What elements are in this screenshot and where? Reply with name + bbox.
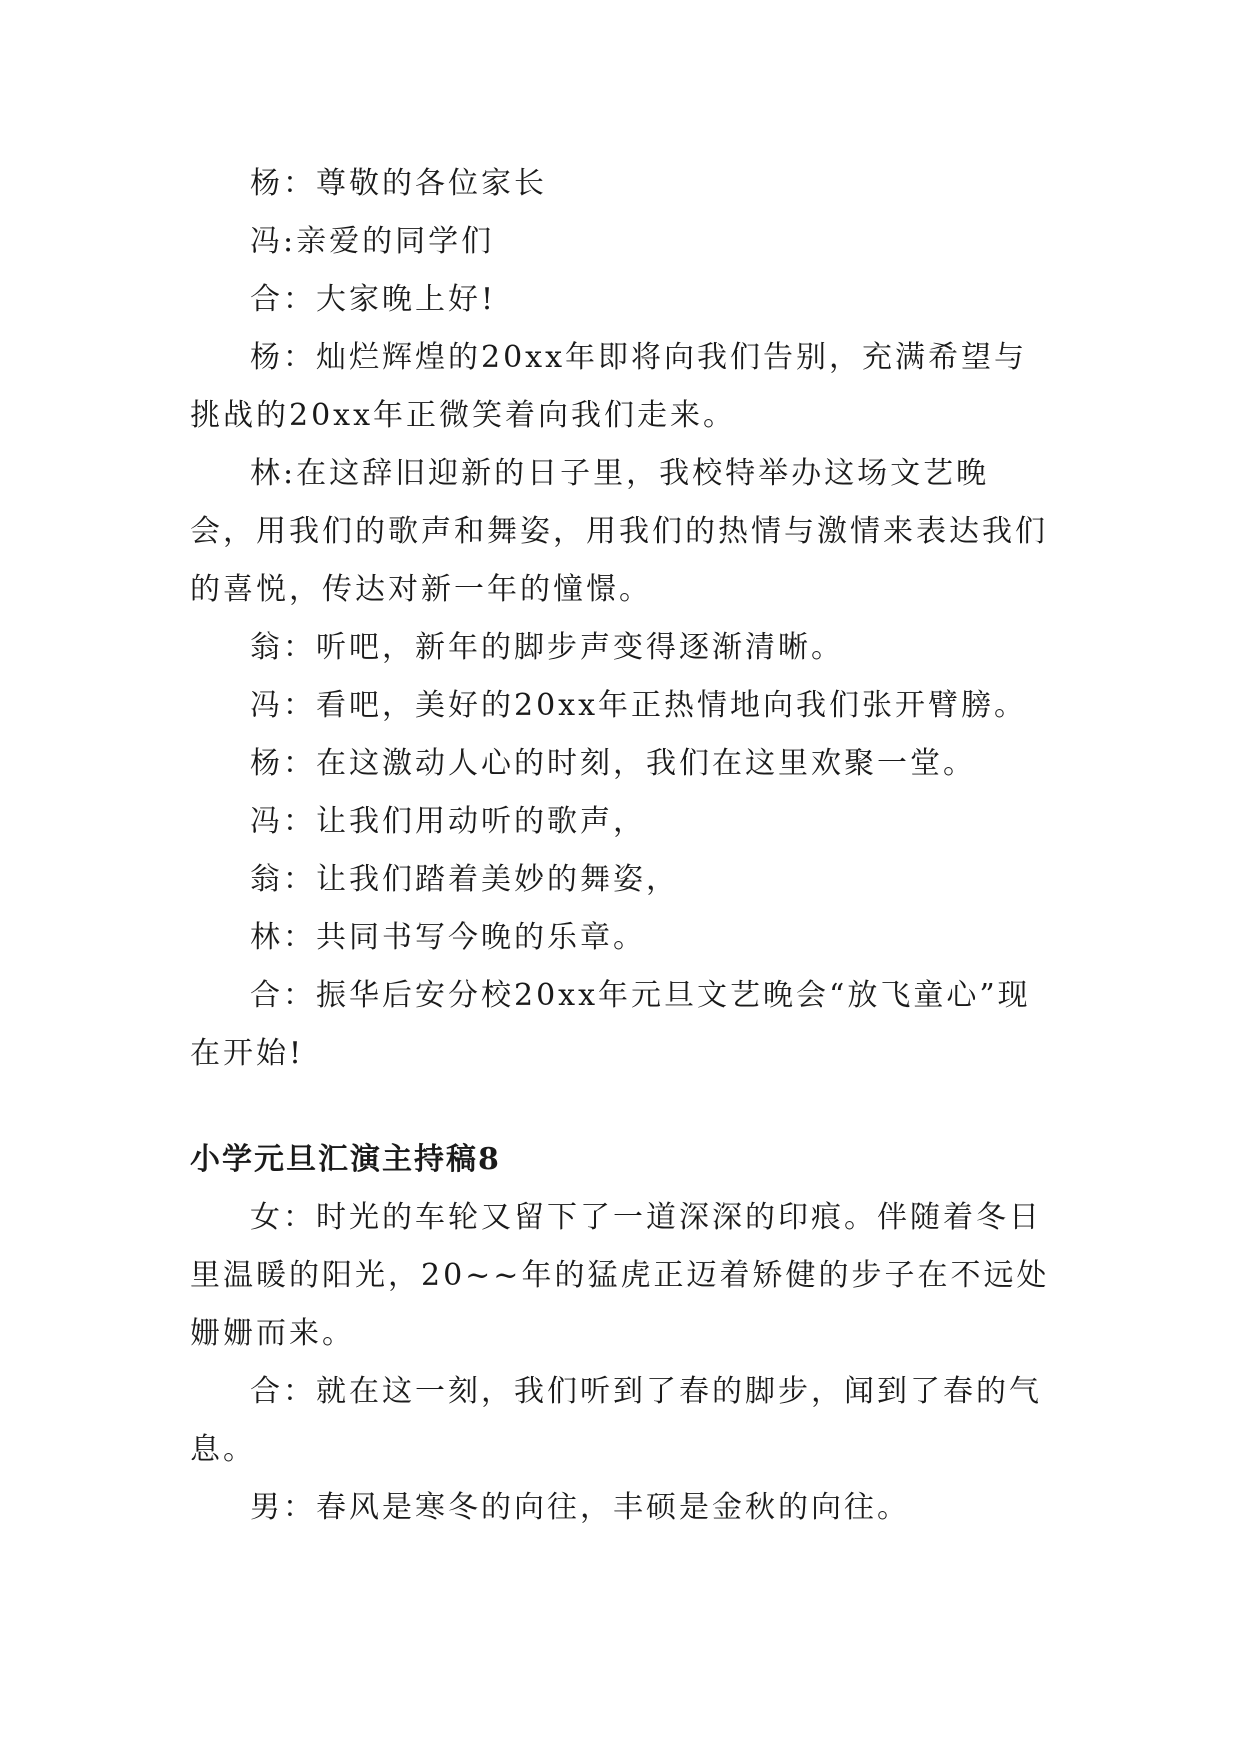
dialogue-line: 合：大家晚上好! [250, 282, 497, 317]
dialogue-line: 杨：尊敬的各位家长 [250, 166, 547, 201]
dialogue-line: 冯:亲爱的同学们 [250, 224, 495, 259]
dialogue-line: 杨：在这激动人心的时刻，我们在这里欢聚一堂。 [250, 746, 976, 781]
dialogue-line: 林：共同书写今晚的乐章。 [250, 920, 646, 955]
dialogue-line: 合：振华后安分校20xx年元旦文艺晚会“放飞童心”现在开始! [190, 978, 1031, 1071]
dialogue-line: 冯：看吧，美好的20xx年正热情地向我们张开臂膀。 [250, 688, 1028, 723]
dialogue-line: 翁：让我们踏着美妙的舞姿， [250, 862, 679, 897]
dialogue-line: 女：时光的车轮又留下了一道深深的印痕。伴随着冬日里温暖的阳光，20~~年的猛虎正迈着矫健的步子在不远处姗姗而来。 [190, 1200, 1050, 1351]
dialogue-line: 林:在这辞旧迎新的日子里，我校特举办这场文艺晚会，用我们的歌声和舞姿，用我们的热情与激情来表达我们的喜悦，传达对新一年的憧憬。 [190, 456, 1048, 607]
dialogue-line: 冯：让我们用动听的歌声， [250, 804, 646, 839]
dialogue-line: 合：就在这一刻，我们听到了春的脚步，闻到了春的气息。 [190, 1374, 1042, 1467]
section-title: 小学元旦汇演主持稿8 [190, 1142, 501, 1177]
dialogue-line: 翁：听吧，新年的脚步声变得逐渐清晰。 [250, 630, 844, 665]
dialogue-line: 男：春风是寒冬的向往，丰硕是金秋的向往。 [250, 1490, 910, 1525]
dialogue-line: 杨：灿烂辉煌的20xx年即将向我们告别，充满希望与挑战的20xx年正微笑着向我们走来。 [190, 340, 1028, 433]
document-body [190, 155, 1050, 1537]
